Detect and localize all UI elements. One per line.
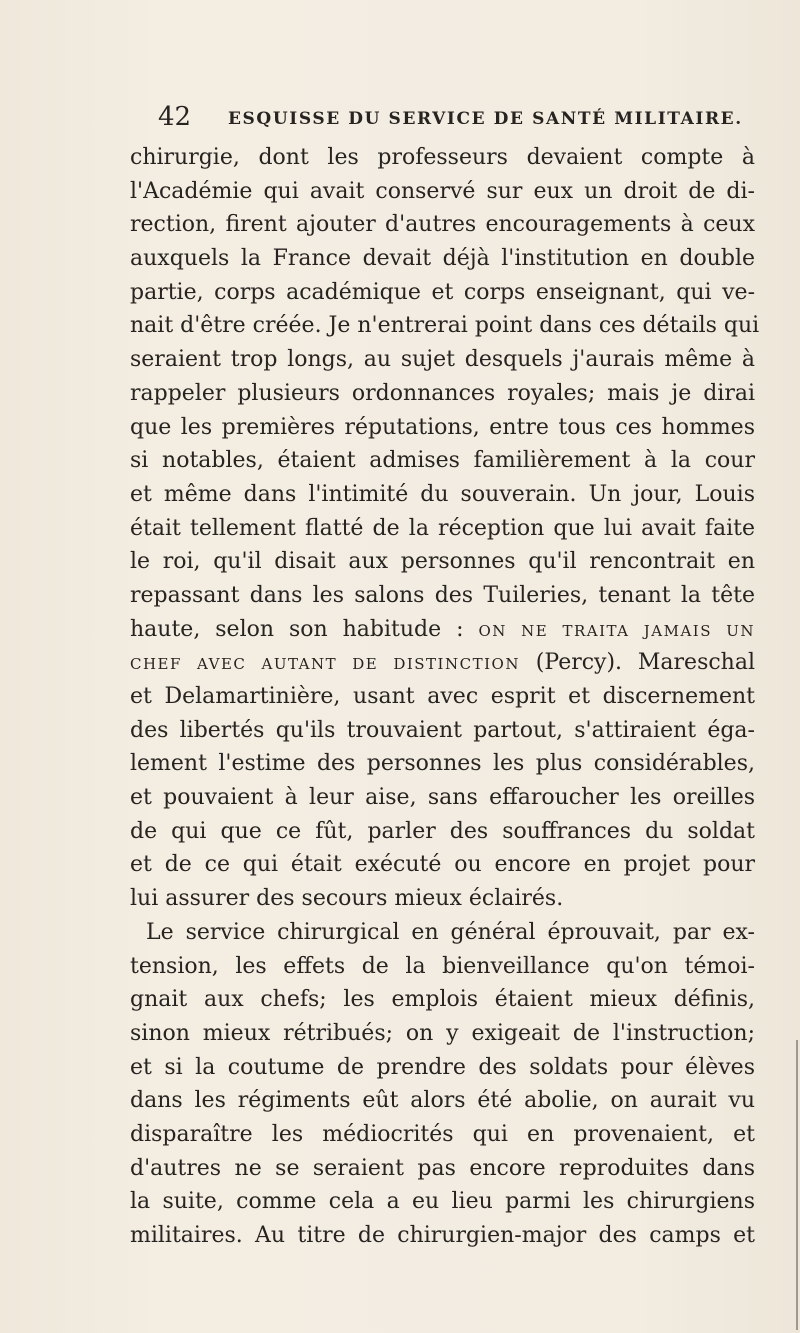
page-number: 42 [158, 102, 192, 132]
text-line: et Delamartinière, usant avec esprit et discernement [130, 684, 755, 709]
text-line: et si la coutume de prendre des soldats pour élèves [130, 1054, 755, 1080]
body-text [130, 141, 760, 1253]
text-line: disparaître les médiocrités qui en provenaient, et [130, 1121, 755, 1147]
text-line: lement l'estime des personnes les plus considérables, [130, 751, 755, 777]
small-caps-quote: CHEF AVEC AUTANT DE DISTINCTION [130, 655, 520, 674]
text-line: et pouvaient à leur aise, sans effaroucher les oreilles [130, 785, 755, 811]
text-line: si notables, étaient admises familièrement à la cour [130, 448, 755, 474]
text-line [130, 646, 755, 680]
text-line: était tellement flatté de la réception que lui avait faite [130, 515, 755, 541]
running-head [158, 100, 758, 134]
text-line: repassant dans les salons des Tuileries, tenant la tête [130, 582, 755, 608]
text-line: gnait aux chefs; les emplois étaient mieux définis, [130, 987, 755, 1013]
text-line: sinon mieux rétribués; on y exigeait de l'instruction; [130, 1020, 755, 1046]
text-line: l'Académie qui avait conservé sur eux un droit de di- [130, 178, 755, 204]
running-title: ESQUISSE DU SERVICE DE SANTÉ MILITAIRE. [228, 109, 743, 129]
small-caps-quote: ON NE TRAITA JAMAIS UN [478, 621, 755, 640]
text-line: chirurgie, dont les professeurs devaient compte à [130, 145, 755, 170]
text-segment: haute, selon son habitude : [130, 616, 479, 642]
text-segment: (Percy). Mareschal [519, 650, 756, 676]
text-line: lui assurer des secours mieux éclairés. [130, 886, 564, 912]
text-line: de qui que ce fût, parler des souffrances du soldat [130, 818, 755, 844]
text-line: seraient trop longs, au sujet desquels j'aurais même à [130, 347, 755, 373]
text-line: dans les régiments eût alors été abolie, on aurait vu [130, 1088, 755, 1114]
text-line: auxquels la France devait déjà l'institution en double [130, 246, 755, 272]
text-line: partie, corps académique et corps enseignant, qui ve- [130, 279, 755, 305]
text-line: rappeler plusieurs ordonnances royales; mais je dirai [130, 380, 755, 406]
text-line: le roi, qu'il disait aux personnes qu'il rencontrait en [130, 549, 755, 575]
page-edge-shadow [796, 1040, 798, 1330]
text-line: et de ce qui était exécuté ou encore en projet pour [130, 852, 755, 878]
text-line: la suite, comme cela a eu lieu parmi les chirurgiens [130, 1189, 755, 1215]
text-line: et même dans l'intimité du souverain. Un jour, Louis [130, 481, 755, 507]
text-line [130, 613, 755, 647]
text-line: que les premières réputations, entre tous ces hommes [130, 414, 755, 440]
text-line: d'autres ne se seraient pas encore reproduites dans [130, 1155, 755, 1181]
text-line: rection, firent ajouter d'autres encouragements à ceux [130, 212, 755, 238]
text-line: tension, les effets de la bienveillance qu'on témoi- [130, 953, 755, 979]
text-line: militaires. Au titre de chirurgien-major des camps et [130, 1223, 755, 1248]
text-line: Le service chirurgical en général éprouvait, par ex- [146, 919, 755, 945]
text-line: nait d'être créée. Je n'entrerai point dans ces détails qui [130, 313, 760, 339]
text-line: des libertés qu'ils trouvaient partout, s'attiraient éga- [130, 717, 755, 743]
